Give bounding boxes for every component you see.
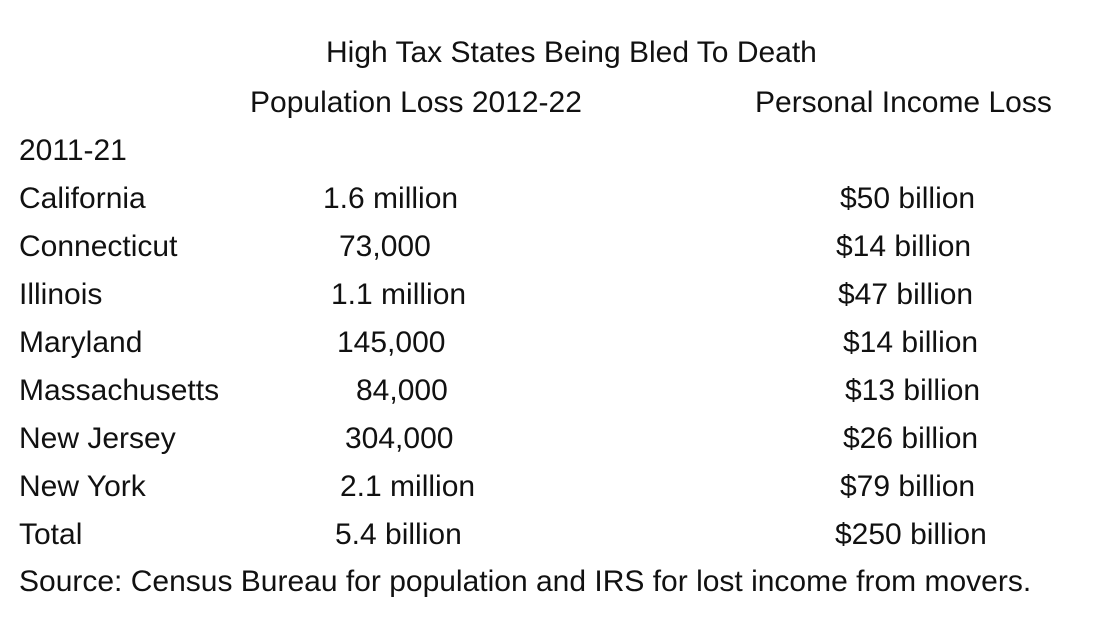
table-row-total (0, 517, 1120, 553)
population-loss-value: 2.1 million (340, 470, 476, 503)
income-loss-value: $13 billion (845, 374, 981, 407)
table-row-california (0, 181, 1120, 217)
table-row-massachusetts (0, 373, 1120, 409)
income-loss-value: $47 billion (838, 278, 974, 311)
income-loss-value: $14 billion (836, 230, 972, 263)
table-title: High Tax States Being Bled To Death (326, 36, 817, 69)
state-name: New Jersey (19, 422, 176, 455)
year-range-header: 2011-21 (19, 134, 127, 167)
state-name: New York (19, 470, 146, 503)
population-loss-value: 1.1 million (331, 278, 467, 311)
table-row-maryland (0, 325, 1120, 361)
population-loss-value: 73,000 (339, 230, 431, 263)
population-loss-value: 304,000 (345, 422, 454, 455)
table-row-new-york (0, 469, 1120, 505)
state-name: Total (19, 518, 83, 551)
income-loss-value: $79 billion (840, 470, 976, 503)
population-loss-value: 84,000 (356, 374, 448, 407)
population-loss-header: Population Loss 2012-22 (250, 86, 582, 119)
table-row-illinois (0, 277, 1120, 313)
state-name: California (19, 182, 146, 215)
state-name: Illinois (19, 278, 103, 311)
population-loss-value: 5.4 billion (335, 518, 462, 551)
income-loss-header: Personal Income Loss (755, 86, 1052, 119)
table-row-connecticut (0, 229, 1120, 265)
state-name: Connecticut (19, 230, 178, 263)
state-name: Maryland (19, 326, 143, 359)
source-note: Source: Census Bureau for population and IRS for lost income from movers. (19, 565, 1032, 598)
population-loss-value: 1.6 million (323, 182, 459, 215)
income-loss-value: $14 billion (843, 326, 979, 359)
table-row-new-jersey (0, 421, 1120, 457)
income-loss-value: $26 billion (843, 422, 979, 455)
population-loss-value: 145,000 (337, 326, 446, 359)
income-loss-value: $50 billion (840, 182, 976, 215)
income-loss-value: $250 billion (835, 518, 987, 551)
state-name: Massachusetts (19, 374, 220, 407)
